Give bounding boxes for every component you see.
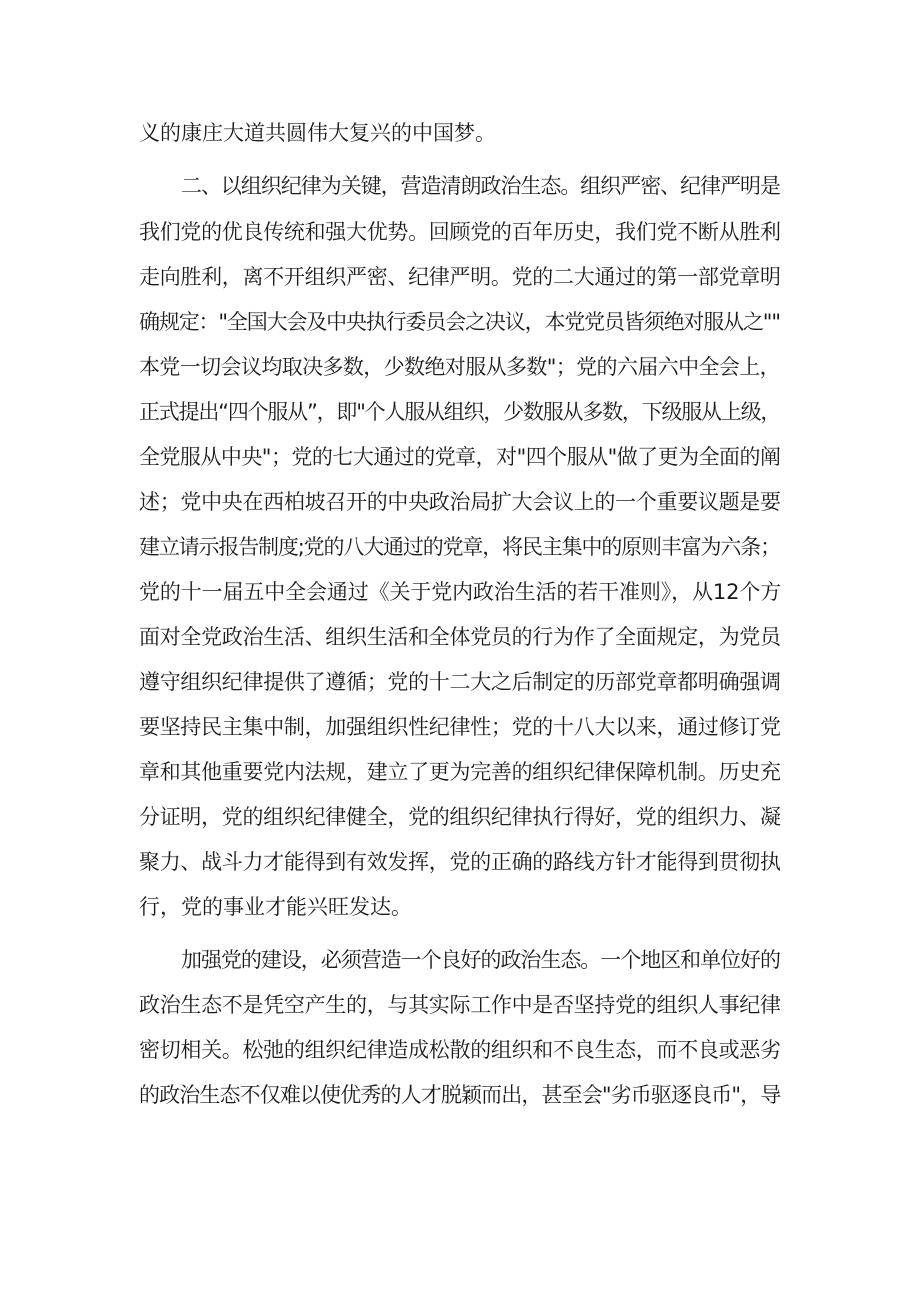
text-line: 义的康庄大道共圆伟大复兴的中国梦。 (139, 121, 496, 145)
text-line: 二、以组织纪律为关键，营造清朗政治生态。组织严密、纪律严明是 (181, 174, 780, 198)
text-line: 分证明，党的组织纪律健全，党的组织纪律执行得好，党的组织力、凝 (139, 805, 781, 829)
text-line: 全党服从中央"；党的七大通过的党章，对"四个服从"做了更为全面的阐 (139, 445, 781, 469)
text-line: 我们党的优良传统和强大优势。回顾党的百年历史，我们党不断从胜利 (139, 220, 781, 244)
text-line: 党的十一届五中全会通过《关于党内政治生活的若干准则》，从12个方 (139, 580, 782, 604)
text-line: 述；党中央在西柏坡召开的中央政治局扩大会议上的一个重要议题是要 (139, 490, 781, 514)
text-line: 密切相关。松弛的组织纪律造成松散的组织和不良生态，而不良或恶劣 (139, 1038, 781, 1062)
text-line: 的政治生态不仅难以使优秀的人才脱颖而出，甚至会"劣币驱逐良币"，导 (139, 1083, 781, 1107)
text-line: 建立请示报告制度;党的八大通过的党章，将民主集中的原则丰富为六条； (139, 535, 780, 559)
text-line: 聚力、战斗力才能得到有效发挥，党的正确的路线方针才能得到贯彻执 (139, 850, 781, 874)
text-line: 要坚持民主集中制，加强组织性纪律性；党的十八大以来，通过修订党 (139, 715, 781, 739)
text-line: 本党一切会议均取决多数，少数绝对服从多数"；党的六届六中全会上， (139, 355, 781, 379)
text-line: 政治生态不是凭空产生的，与其实际工作中是否坚持党的组织人事纪律 (139, 993, 781, 1017)
text-line: 面对全党政治生活、组织生活和全体党员的行为作了全面规定，为党员 (139, 625, 781, 649)
text-line: 正式提出“四个服从”，即"个人服从组织，少数服从多数，下级服从上级， (139, 400, 781, 424)
text-line: 遵守组织纪律提供了遵循；党的十二大之后制定的历部党章都明确强调 (139, 670, 781, 694)
text-line: 走向胜利，离不开组织严密、纪律严明。党的二大通过的第一部党章明 (139, 265, 781, 289)
text-line: 确规定："全国大会及中央执行委员会之决议，本党党员皆须绝对服从之"" (139, 310, 780, 334)
text-line: 行，党的事业才能兴旺发达。 (139, 895, 412, 919)
text-line: 加强党的建设，必须营造一个良好的政治生态。一个地区和单位好的 (181, 948, 780, 972)
text-line: 章和其他重要党内法规，建立了更为完善的组织纪律保障机制。历史充 (139, 760, 781, 784)
